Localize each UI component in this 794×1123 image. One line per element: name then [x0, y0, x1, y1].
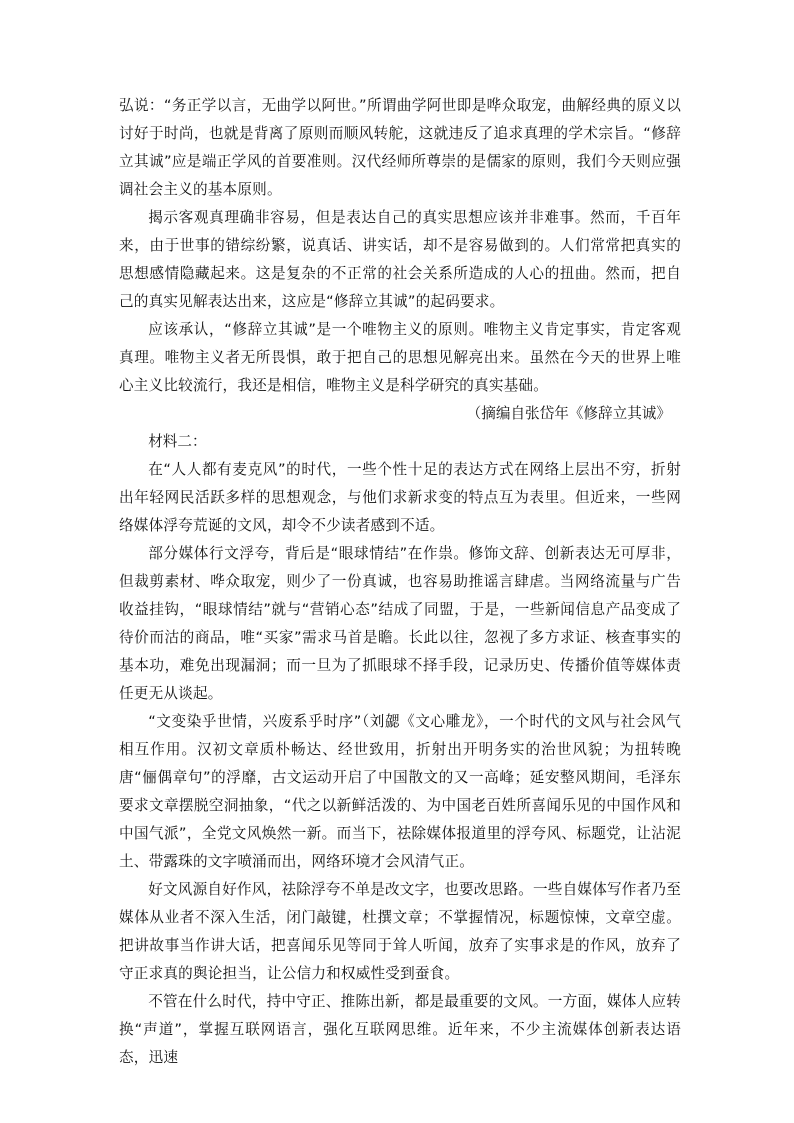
paragraph-3: 应该承认，“修辞立其诚”是一个唯物主义的原则。唯物主义肯定事实，肯定客观真理。唯物主义者无所畏惧，敢于把自己的思想见解亮出来。虽然在今天的世界上唯心主义比较流行，我还是相信，唯物主义是科学研究的真实基础。 — [119, 321, 681, 394]
paragraph-5: 部分媒体行文浮夸，背后是“眼球情结”在作祟。修饰文辞、创新表达无可厚非，但裁剪素材、哗众取宠，则少了一份真诚，也容易助推谣言肆虐。当网络流量与广告收益挂钩，“眼球情结”就与“营销心态”结成了同盟，于是，一些新闻信息产品变成了待价而沽的商品，唯“买家”需求马首是瞻。长此以往，忽视了多方求证、核查事实的基本功，难免出现漏洞；而一旦为了抓眼球不择手段，记录历史、传播价值等媒体责任更无从谈起。 — [119, 545, 681, 702]
paragraph-6: “文变染乎世情，兴废系乎时序”（刘勰《文心雕龙》，一个时代的文风与社会风气相互作用。汉初文章质朴畅达、经世致用，折射出开明务实的治世风貌；为扭转晚唐“俪偶章句”的浮靡，古文运动开启了中国散文的又一高峰；延安整风期间，毛泽东要求文章摆脱空洞抽象，“代之以新鲜活泼的、为中国老百姓所喜闻乐见的中国作风和中国气派”，全党文风焕然一新。而当下，祛除媒体报道里的浮夸风、标题党，让沾泥土、带露珠的文字喷涌而出，网络环境才会风清气正。 — [119, 713, 681, 870]
paragraph-2: 揭示客观真理确非容易，但是表达自己的真实思想应该并非难事。然而，千百年来，由于世事的错综纷繁，说真话、讲实话，却不是容易做到的。人们常常把真实的思想感情隐藏起来。这是复杂的不正常的社会关系所造成的人心的扭曲。然而，把自己的真实见解表达出来，这应是“修辞立其诚”的起码要求。 — [119, 209, 681, 310]
document-page — [119, 92, 681, 1072]
material-two-heading: 材料二： — [148, 433, 207, 450]
paragraph-4: 在“人人都有麦克风”的时代，一些个性十足的表达方式在网络上层出不穷，折射出年轻网民活跃多样的思想观念，与他们求新求变的特点互为表里。但近来，一些网络媒体浮夸荒诞的文风，却令不少读者感到不适。 — [119, 461, 681, 534]
source-citation: （摘编自张岱年《修辞立其诚》 — [466, 405, 671, 422]
paragraph-7: 好文风源自好作风，祛除浮夸不单是改文字，也要改思路。一些自媒体写作者乃至媒体从业者不深入生活，闭门敲键，杜撰文章；不掌握情况，标题惊悚，文章空虚。把讲故事当作讲大话，把喜闻乐见等同于耸人听闻，放弃了实事求是的作风，放弃了守正求真的舆论担当，让公信力和权威性受到蚕食。 — [119, 881, 681, 982]
paragraph-8: 不管在什么时代，持中守正、推陈出新，都是最重要的文风。一方面，媒体人应转换“声道”，掌握互联网语言，强化互联网思维。近年来，不少主流媒体创新表达语态，迅速 — [119, 993, 681, 1066]
paragraph-1: 弘说：“务正学以言，无曲学以阿世。”所谓曲学阿世即是哗众取宠，曲解经典的原义以讨好于时尚，也就是背离了原则而顺风转舵，这就违反了追求真理的学术宗旨。“修辞立其诚”应是端正学风的首要准则。汉代经师所尊崇的是儒家的原则，我们今天则应强调社会主义的基本原则。 — [119, 97, 681, 198]
